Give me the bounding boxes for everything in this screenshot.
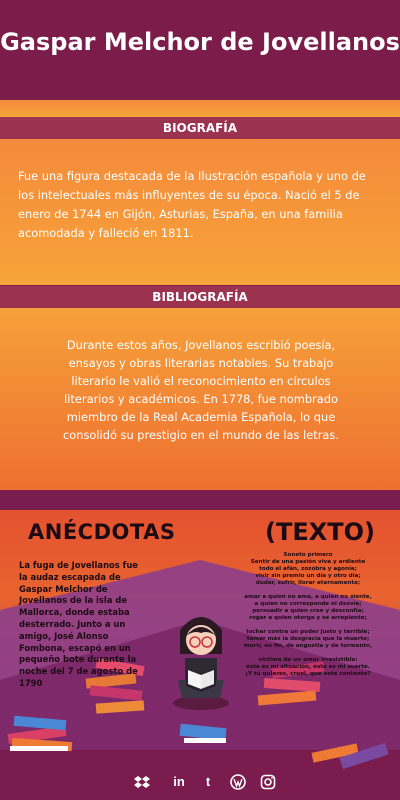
- poem-line: Sentir de una pasión viva y ardiente: [250, 559, 366, 565]
- dropbox-icon[interactable]: [134, 774, 150, 790]
- anecdotas-section: [0, 510, 400, 800]
- poem-line: a quien no corresponde ni desvía;: [254, 601, 362, 607]
- tumblr-icon[interactable]: t: [205, 774, 211, 789]
- header-bar: [0, 0, 400, 100]
- poem-line: rogar a quien otorga y se arrepiente;: [249, 615, 367, 621]
- poem-line: todo el afán, zozobra y agonía;: [259, 566, 357, 572]
- poem-line: persuadir a quien cree y desconfía;: [252, 608, 364, 614]
- poem-line: ¡Y tú quieres, cruel, que esté contento?: [245, 671, 371, 677]
- social-bar: [0, 768, 400, 798]
- linkedin-icon[interactable]: in: [173, 774, 185, 789]
- book-stack-left: [8, 716, 73, 751]
- section-header-biografia: BIOGRAFÍA: [0, 117, 400, 139]
- poem-line: morir, en fin, de angustia y de tormento,: [243, 643, 373, 649]
- section-header-bibliografia: BIBLIOGRAFÍA: [0, 286, 400, 308]
- biografia-text: Fue una figura destacada de la Ilustración española y uno de los intelectuales más influyentes de su época. Nació el 5 de enero de 1744 en Gijón, Asturias, España, en una familia acomodada y falleció en 1811.: [18, 169, 366, 240]
- poem-line: ésta es mi situación, ésta es mi suerte.: [246, 664, 370, 670]
- instagram-icon[interactable]: [260, 774, 276, 790]
- poem: [232, 552, 384, 678]
- poem-title: Soneto primero: [283, 552, 333, 558]
- poem-line: vivir sin premio un día y otro día;: [255, 573, 361, 579]
- poem-line: víctima de un amor irresistible:: [258, 657, 358, 663]
- wordpress-icon[interactable]: [230, 774, 246, 790]
- orange-strip: [0, 100, 400, 117]
- texto-heading: (TEXTO): [265, 518, 375, 546]
- poem-line: luchar contra un poder justo y terrible;: [246, 629, 370, 635]
- anecdotas-heading: ANÉCDOTAS: [28, 520, 176, 544]
- bibliografia-text: Durante estos años, Jovellanos escribió poesía, ensayos y obras literarias notables. Su trabajo literario le valió el reconocimiento en círculos literarios y académicos. En 1778, fue nombrado miembro de la Real Academia Española, lo que consolidó su prestigio en el mundo de las letras.: [63, 338, 339, 442]
- divider-band: [0, 490, 400, 510]
- poem-line: dudar, sufrir, llorar eternamente;: [255, 580, 361, 586]
- poem-line: temer más la desgracia que la muerte;: [246, 636, 370, 642]
- anecdotas-text: La fuga de Jovellanos fue la audaz escapada de Gaspar Melchor de Jovellanos de la isla de Mallorca, donde estaba desterrado. Junto a un amigo, José Alonso Fombona, escapó en un pequeño bote durante la noche del 7 de agosto de 1790: [19, 560, 138, 688]
- page-title: Gaspar Melchor de Jovellanos: [0, 28, 400, 56]
- poem-line: amar a quien no ama, a quien no siente,: [244, 594, 372, 600]
